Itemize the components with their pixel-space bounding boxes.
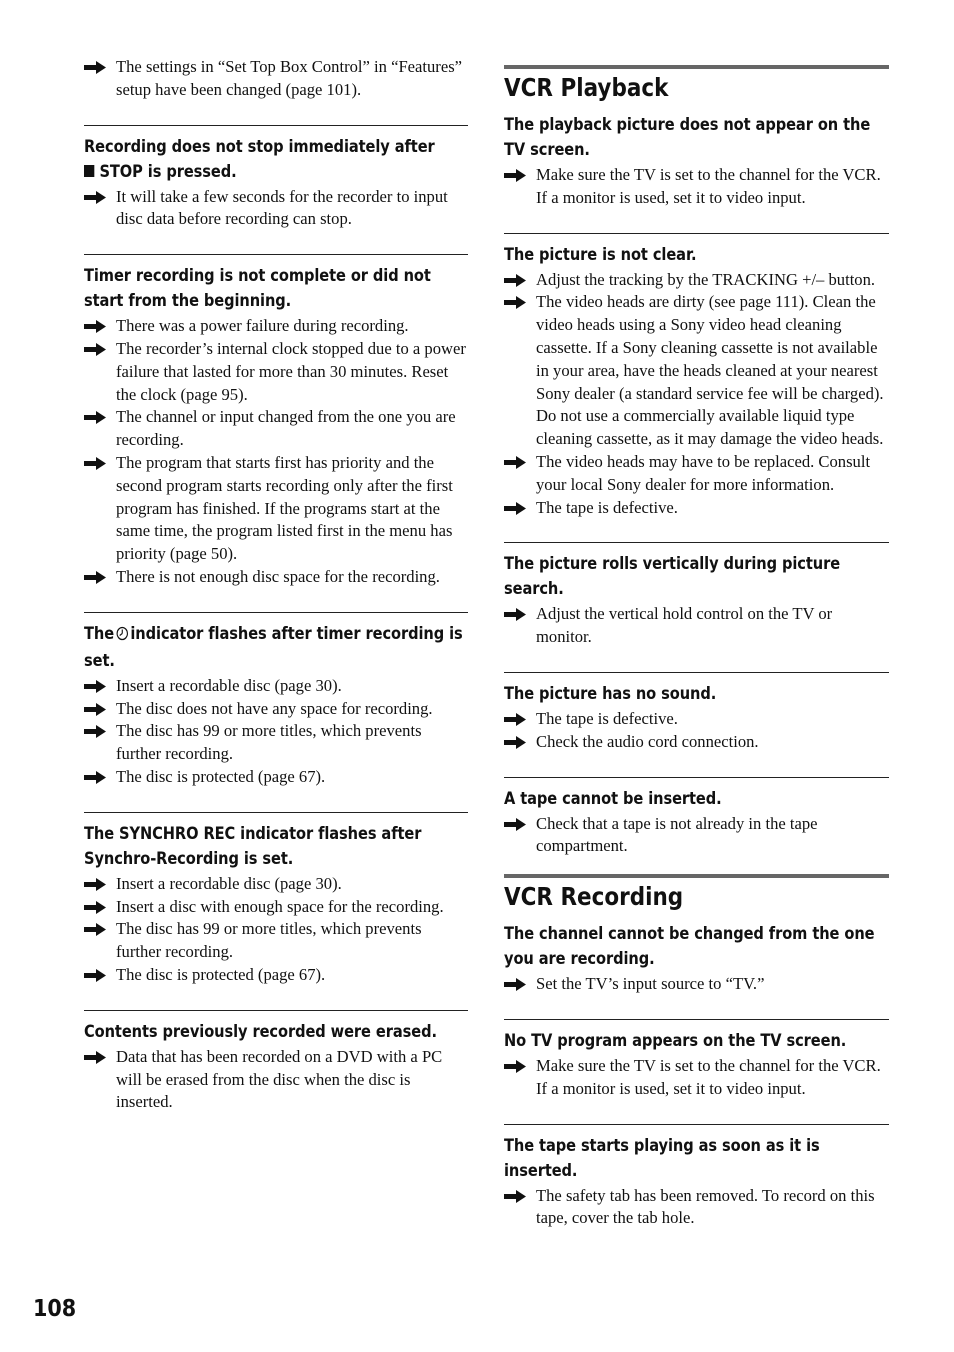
list-item: [84, 873, 468, 896]
page-number: 108: [33, 1296, 77, 1322]
section-title: [84, 622, 467, 674]
arrow-icon: [504, 497, 528, 519]
list-item: [504, 497, 889, 520]
section: [504, 672, 889, 754]
list-item: [504, 1185, 889, 1231]
section: [504, 1019, 889, 1101]
item-text: The recorder’s internal clock stopped due to a power failure that lasted for more than 30 minutes. Reset the clock (page 95).: [116, 338, 466, 404]
item-text: There is not enough disc space for the recording.: [116, 566, 440, 586]
vcr-playback-heading: VCR Playback: [504, 73, 669, 102]
section: [84, 812, 468, 987]
arrow-icon: [84, 452, 108, 474]
item-text: The disc is protected (page 67).: [116, 964, 326, 984]
arrow-icon: [504, 603, 528, 625]
section: [504, 113, 889, 210]
section: [84, 125, 468, 232]
section-title: Contents previously recorded were erased.: [84, 1021, 437, 1042]
arrow-icon: [504, 973, 528, 995]
section: [504, 1124, 889, 1231]
list-item: [84, 1046, 468, 1114]
item-text: The disc has 99 or more titles, which prevents further recording.: [116, 919, 422, 962]
item-text: The tape is defective.: [536, 497, 678, 517]
vcr-recording-header: [504, 874, 889, 914]
section: [84, 254, 468, 589]
arrow-icon: [504, 813, 528, 835]
list-item: [504, 164, 889, 210]
item-text: Adjust the tracking by the TRACKING +/– button.: [536, 269, 876, 289]
arrow-icon: [84, 918, 108, 940]
item-text: Insert a recordable disc (page 30).: [116, 873, 342, 893]
arrow-icon: [84, 766, 108, 788]
arrow-icon: [84, 1046, 108, 1068]
item-text: The disc is protected (page 67).: [116, 766, 326, 786]
arrow-icon: [504, 1185, 528, 1207]
item-text: The settings in “Set Top Box Control” in “Features” setup have been changed (page 101).: [116, 57, 463, 99]
section-title: [84, 135, 467, 185]
list-item: [84, 698, 468, 721]
arrow-icon: [84, 338, 108, 360]
section: [504, 777, 889, 859]
title-text: Recording does not stop immediately after: [84, 136, 435, 157]
list-item: [84, 675, 468, 698]
section-title: No TV program appears on the TV screen.: [504, 1030, 847, 1051]
item-text: Data that has been recorded on a DVD with a PC will be erased from the disc when the disc is inserted.: [116, 1046, 443, 1112]
item-text: Check the audio cord connection.: [536, 731, 759, 751]
list-item: [504, 731, 889, 754]
stop-icon: [84, 165, 94, 177]
item-text: The video heads may have to be replaced. Consult your local Sony dealer for more information.: [536, 451, 871, 494]
arrow-icon: [84, 186, 108, 208]
section-title: The picture rolls vertically during picture search.: [504, 554, 841, 600]
section: [504, 542, 889, 649]
list-item: [504, 603, 889, 649]
list-item: [84, 720, 468, 766]
intro-list: [84, 56, 468, 102]
item-text: Insert a disc with enough space for the recording.: [116, 896, 444, 916]
section-title: The SYNCHRO REC indicator flashes after Synchro-Recording is set.: [84, 823, 422, 869]
list-item: [84, 964, 468, 987]
arrow-icon: [504, 1055, 528, 1077]
list-item: [84, 918, 468, 964]
section-title: The picture has no sound.: [504, 683, 717, 704]
item-text: Make sure the TV is set to the channel for the VCR. If a monitor is used, set it to video input.: [536, 165, 881, 207]
list-item: [84, 315, 468, 338]
arrow-icon: [84, 896, 108, 918]
section: [84, 612, 468, 789]
item-text: It will take a few seconds for the recorder to input disc data before recording can stop.: [116, 186, 448, 229]
arrow-icon: [504, 731, 528, 753]
title-text: The: [84, 623, 115, 644]
arrow-icon: [84, 720, 108, 742]
list-item: [504, 269, 889, 292]
item-text: The video heads are dirty (see page 111). Clean the video heads using a Sony video head cleaning cassette. If a Sony cleaning cassette is not available in your area, have the heads cleaned at your nearest Sony dealer (a standard service fee will be charged). Do not use a commercially available liquid type cleaning cassette, as it may damage the video heads.: [536, 292, 884, 449]
section-title: The channel cannot be changed from the one you are recording.: [504, 924, 875, 970]
list-item: [84, 566, 468, 589]
list-item: [504, 1055, 889, 1101]
vcr-playback-header: [504, 65, 889, 105]
section-title: The tape starts playing as soon as it is inserted.: [504, 1135, 820, 1181]
section-title: A tape cannot be inserted.: [504, 788, 722, 809]
left-column: [84, 56, 468, 1114]
arrow-icon: [504, 451, 528, 473]
section: [84, 1010, 468, 1114]
item-text: The program that starts first has priority and the second program starts recording only after the first program has finished. If the programs start at the same time, the program listed first in the menu has priority (page 50).: [116, 452, 453, 564]
timer-icon: [116, 624, 129, 649]
arrow-icon: [504, 291, 528, 313]
arrow-icon: [504, 708, 528, 730]
item-text: Insert a recordable disc (page 30).: [116, 675, 342, 695]
item-text: Make sure the TV is set to the channel for the VCR. If a monitor is used, set it to video input.: [536, 1055, 881, 1098]
arrow-icon: [84, 964, 108, 986]
item-text: The channel or input changed from the one you are recording.: [116, 407, 456, 450]
arrow-icon: [84, 406, 108, 428]
item-text: Check that a tape is not already in the tape compartment.: [536, 813, 818, 856]
section-title: The picture is not clear.: [504, 244, 697, 265]
list-item: [84, 452, 468, 566]
item-text: Adjust the vertical hold control on the TV or monitor.: [536, 604, 833, 647]
list-item: [84, 766, 468, 789]
list-item: [84, 896, 468, 919]
section-title: Timer recording is not complete or did not start from the beginning.: [84, 266, 431, 312]
right-column: [504, 65, 889, 1230]
list-item: [504, 291, 889, 451]
arrow-icon: [84, 56, 108, 78]
arrow-icon: [504, 164, 528, 186]
arrow-icon: [84, 566, 108, 588]
list-item: [84, 186, 468, 232]
list-item: [504, 813, 889, 859]
item-text: The disc has 99 or more titles, which prevents further recording.: [116, 721, 422, 764]
section-title: The playback picture does not appear on the TV screen.: [504, 115, 871, 160]
list-item: [84, 406, 468, 452]
list-item: [504, 973, 889, 996]
title-text: STOP is pressed.: [99, 161, 237, 182]
vcr-recording-heading: VCR Recording: [504, 882, 684, 912]
list-item: [504, 708, 889, 731]
item-text: Set the TV’s input source to “TV.”: [536, 974, 765, 994]
arrow-icon: [504, 269, 528, 291]
item-text: The disc does not have any space for recording.: [116, 698, 433, 718]
section: [504, 922, 889, 996]
arrow-icon: [84, 315, 108, 337]
item-text: The tape is defective.: [536, 708, 678, 728]
list-item: [84, 56, 468, 102]
title-text: indicator flashes after timer recording is set.: [84, 623, 463, 671]
arrow-icon: [84, 698, 108, 720]
list-item: [504, 451, 889, 497]
item-text: The safety tab has been removed. To record on this tape, cover the tab hole.: [536, 1185, 875, 1228]
item-text: There was a power failure during recording.: [116, 316, 409, 336]
list-item: [84, 338, 468, 406]
arrow-icon: [84, 675, 108, 697]
section: [504, 233, 889, 520]
arrow-icon: [84, 873, 108, 895]
